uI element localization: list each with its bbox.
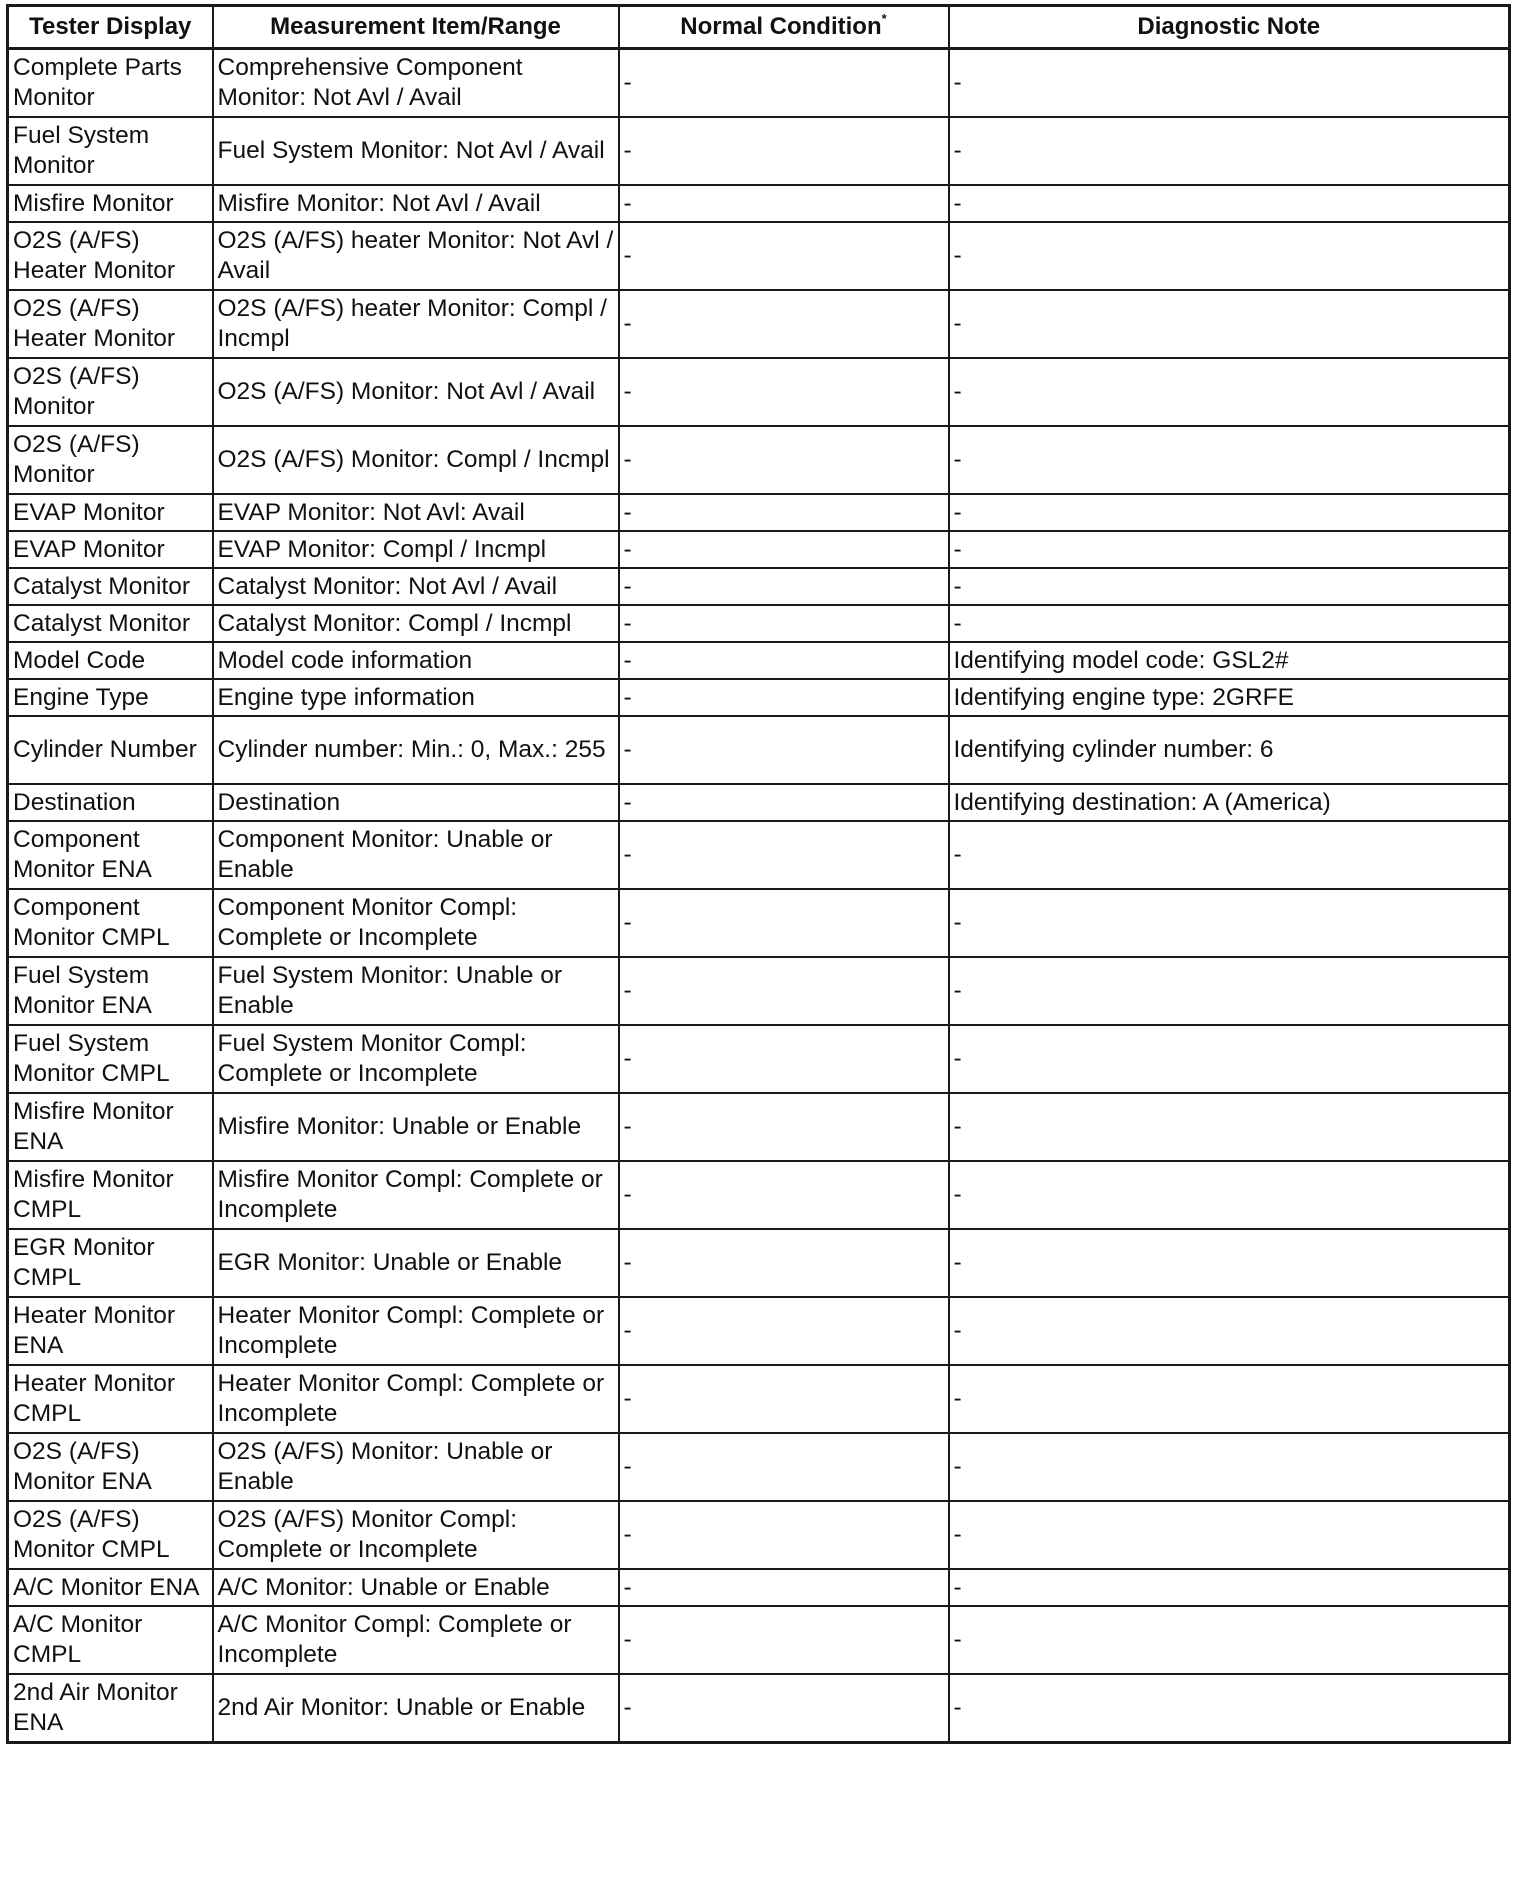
table-row [8,1433,1510,1501]
cell-measurement-item-range: A/C Monitor: Unable or Enable [213,1569,619,1606]
cell-measurement-item-range: Destination [213,784,619,821]
table-row [8,1025,1510,1093]
cell-normal-condition: - [619,1229,949,1297]
cell-tester-display: EGR Monitor CMPL [8,1229,213,1297]
cell-normal-condition: - [619,1569,949,1606]
cell-normal-condition: - [619,1297,949,1365]
cell-diagnostic-note: Identifying destination: A (America) [949,784,1510,821]
cell-tester-display: Heater Monitor CMPL [8,1365,213,1433]
cell-measurement-item-range: Fuel System Monitor Compl: Complete or Incomplete [213,1025,619,1093]
cell-tester-display: A/C Monitor CMPL [8,1606,213,1674]
cell-tester-display: Misfire Monitor CMPL [8,1161,213,1229]
cell-measurement-item-range: O2S (A/FS) Monitor: Not Avl / Avail [213,358,619,426]
cell-tester-display: Catalyst Monitor [8,605,213,642]
cell-tester-display: O2S (A/FS) Heater Monitor [8,222,213,290]
table-row [8,889,1510,957]
cell-normal-condition: - [619,642,949,679]
cell-measurement-item-range: Fuel System Monitor: Unable or Enable [213,957,619,1025]
cell-measurement-item-range: EGR Monitor: Unable or Enable [213,1229,619,1297]
cell-normal-condition: - [619,1501,949,1569]
cell-measurement-item-range: Engine type information [213,679,619,716]
cell-measurement-item-range: Misfire Monitor: Not Avl / Avail [213,185,619,222]
cell-measurement-item-range: Fuel System Monitor: Not Avl / Avail [213,117,619,185]
table-header [8,6,1510,49]
table-row [8,1093,1510,1161]
cell-tester-display: Destination [8,784,213,821]
cell-normal-condition: - [619,531,949,568]
table-row [8,222,1510,290]
table-row [8,642,1510,679]
cell-tester-display: 2nd Air Monitor ENA [8,1674,213,1743]
cell-diagnostic-note: - [949,1025,1510,1093]
cell-normal-condition: - [619,821,949,889]
cell-normal-condition: - [619,290,949,358]
cell-tester-display: Misfire Monitor [8,185,213,222]
table-body [8,49,1510,1743]
cell-measurement-item-range: O2S (A/FS) Monitor: Unable or Enable [213,1433,619,1501]
cell-diagnostic-note: - [949,1501,1510,1569]
cell-tester-display: Complete Parts Monitor [8,49,213,118]
cell-measurement-item-range: Heater Monitor Compl: Complete or Incomplete [213,1297,619,1365]
cell-tester-display: O2S (A/FS) Monitor CMPL [8,1501,213,1569]
cell-normal-condition: - [619,784,949,821]
cell-diagnostic-note: - [949,426,1510,494]
cell-tester-display: Catalyst Monitor [8,568,213,605]
cell-tester-display: Heater Monitor ENA [8,1297,213,1365]
table-row [8,1297,1510,1365]
table-row [8,1161,1510,1229]
cell-tester-display: Cylinder Number [8,716,213,784]
cell-diagnostic-note: - [949,821,1510,889]
data-table-container [6,4,1508,1744]
header-tester-display: Tester Display [8,6,213,49]
cell-diagnostic-note: Identifying engine type: 2GRFE [949,679,1510,716]
cell-diagnostic-note: Identifying cylinder number: 6 [949,716,1510,784]
cell-normal-condition: - [619,1093,949,1161]
cell-measurement-item-range: O2S (A/FS) Monitor Compl: Complete or Incomplete [213,1501,619,1569]
cell-tester-display: Fuel System Monitor CMPL [8,1025,213,1093]
cell-tester-display: Misfire Monitor ENA [8,1093,213,1161]
cell-measurement-item-range: Misfire Monitor Compl: Complete or Incomplete [213,1161,619,1229]
cell-diagnostic-note: - [949,1433,1510,1501]
cell-normal-condition: - [619,1161,949,1229]
cell-diagnostic-note: Identifying model code: GSL2# [949,642,1510,679]
cell-normal-condition: - [619,49,949,118]
cell-tester-display: Component Monitor CMPL [8,889,213,957]
cell-measurement-item-range: Heater Monitor Compl: Complete or Incomplete [213,1365,619,1433]
cell-tester-display: O2S (A/FS) Monitor [8,426,213,494]
cell-tester-display: Model Code [8,642,213,679]
cell-normal-condition: - [619,679,949,716]
cell-measurement-item-range: Comprehensive Component Monitor: Not Avl / Avail [213,49,619,118]
cell-normal-condition: - [619,358,949,426]
cell-diagnostic-note: - [949,49,1510,118]
header-normal-condition-label: Normal Condition [680,13,882,40]
table-row [8,1365,1510,1433]
cell-diagnostic-note: - [949,494,1510,531]
cell-tester-display: EVAP Monitor [8,531,213,568]
cell-tester-display: Fuel System Monitor ENA [8,957,213,1025]
cell-measurement-item-range: Component Monitor Compl: Complete or Incomplete [213,889,619,957]
cell-tester-display: Fuel System Monitor [8,117,213,185]
cell-normal-condition: - [619,1025,949,1093]
table-row [8,1501,1510,1569]
cell-diagnostic-note: - [949,1365,1510,1433]
cell-tester-display: O2S (A/FS) Heater Monitor [8,290,213,358]
cell-normal-condition: - [619,426,949,494]
cell-diagnostic-note: - [949,1093,1510,1161]
cell-tester-display: Engine Type [8,679,213,716]
cell-diagnostic-note: - [949,1606,1510,1674]
cell-diagnostic-note: - [949,1674,1510,1743]
cell-normal-condition: - [619,605,949,642]
cell-measurement-item-range: Catalyst Monitor: Not Avl / Avail [213,568,619,605]
table-row [8,358,1510,426]
cell-normal-condition: - [619,185,949,222]
table-row [8,1229,1510,1297]
table-row [8,49,1510,118]
cell-tester-display: O2S (A/FS) Monitor [8,358,213,426]
cell-diagnostic-note: - [949,1297,1510,1365]
cell-diagnostic-note: - [949,290,1510,358]
cell-normal-condition: - [619,1365,949,1433]
table-row [8,716,1510,784]
cell-diagnostic-note: - [949,1569,1510,1606]
cell-tester-display: Component Monitor ENA [8,821,213,889]
cell-normal-condition: - [619,494,949,531]
cell-tester-display: A/C Monitor ENA [8,1569,213,1606]
cell-measurement-item-range: EVAP Monitor: Not Avl: Avail [213,494,619,531]
footnote-mark: * [881,11,887,26]
cell-measurement-item-range: EVAP Monitor: Compl / Incmpl [213,531,619,568]
table-row [8,117,1510,185]
table-row [8,426,1510,494]
cell-normal-condition: - [619,889,949,957]
cell-diagnostic-note: - [949,185,1510,222]
cell-diagnostic-note: - [949,605,1510,642]
cell-normal-condition: - [619,716,949,784]
cell-diagnostic-note: - [949,889,1510,957]
cell-measurement-item-range: Model code information [213,642,619,679]
table-row [8,679,1510,716]
cell-measurement-item-range: Catalyst Monitor: Compl / Incmpl [213,605,619,642]
cell-measurement-item-range: A/C Monitor Compl: Complete or Incomplete [213,1606,619,1674]
cell-diagnostic-note: - [949,1161,1510,1229]
table-row [8,1569,1510,1606]
table-row [8,531,1510,568]
data-list-table [6,4,1511,1744]
header-measurement-item-range: Measurement Item/Range [213,6,619,49]
cell-diagnostic-note: - [949,957,1510,1025]
cell-diagnostic-note: - [949,1229,1510,1297]
table-row [8,290,1510,358]
table-row [8,1674,1510,1743]
cell-diagnostic-note: - [949,531,1510,568]
table-row [8,494,1510,531]
cell-normal-condition: - [619,1606,949,1674]
cell-normal-condition: - [619,117,949,185]
table-row [8,568,1510,605]
header-diagnostic-note: Diagnostic Note [949,6,1510,49]
cell-normal-condition: - [619,1433,949,1501]
cell-measurement-item-range: 2nd Air Monitor: Unable or Enable [213,1674,619,1743]
table-row [8,1606,1510,1674]
cell-measurement-item-range: O2S (A/FS) Monitor: Compl / Incmpl [213,426,619,494]
header-row [8,6,1510,49]
cell-normal-condition: - [619,222,949,290]
cell-normal-condition: - [619,957,949,1025]
cell-measurement-item-range: Cylinder number: Min.: 0, Max.: 255 [213,716,619,784]
cell-tester-display: O2S (A/FS) Monitor ENA [8,1433,213,1501]
cell-diagnostic-note: - [949,117,1510,185]
cell-measurement-item-range: O2S (A/FS) heater Monitor: Compl / Incmpl [213,290,619,358]
cell-normal-condition: - [619,1674,949,1743]
table-row [8,821,1510,889]
cell-measurement-item-range: O2S (A/FS) heater Monitor: Not Avl / Avail [213,222,619,290]
table-row [8,957,1510,1025]
table-row [8,784,1510,821]
cell-normal-condition: - [619,568,949,605]
cell-diagnostic-note: - [949,222,1510,290]
cell-measurement-item-range: Component Monitor: Unable or Enable [213,821,619,889]
cell-diagnostic-note: - [949,568,1510,605]
header-normal-condition [619,6,949,49]
table-row [8,185,1510,222]
cell-tester-display: EVAP Monitor [8,494,213,531]
cell-measurement-item-range: Misfire Monitor: Unable or Enable [213,1093,619,1161]
table-row [8,605,1510,642]
cell-diagnostic-note: - [949,358,1510,426]
